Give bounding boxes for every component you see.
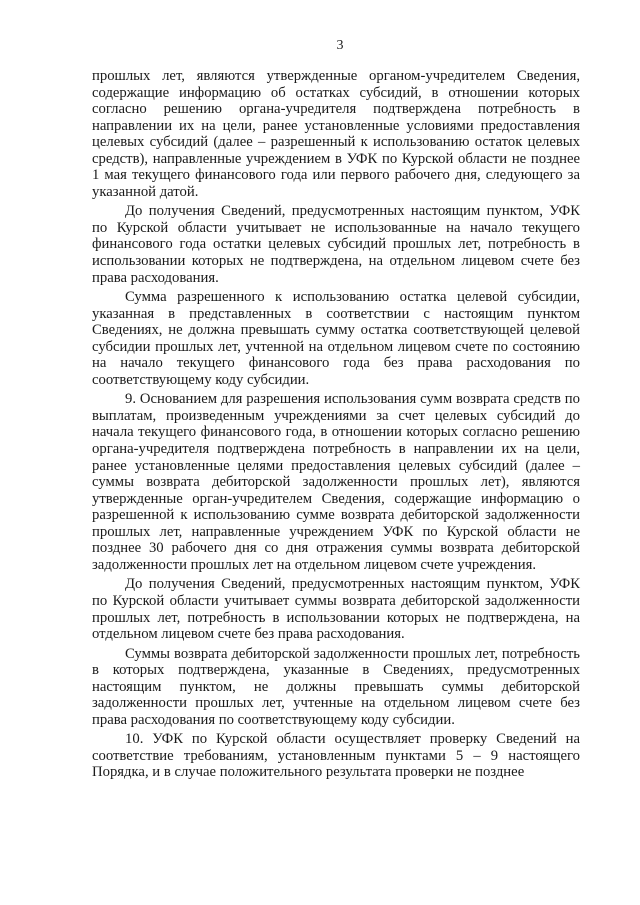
paragraph: Суммы возврата дебиторской задолженности прошлых лет, потребность в которых подтверждена, указанные в Сведениях, предусмотренных настоящим пунктом, не должны превышать суммы дебиторской задолженности прошлых лет, учтенные на отдельном лицевом счете без права расходования по соответствующему коду субсидии. (92, 645, 580, 728)
paragraph: До получения Сведений, предусмотренных настоящим пунктом, УФК по Курской области учитывает суммы возврата дебиторской задолженности прошлых лет, потребность в использовании которых не подтверждена, на отдельном лицевом счете без права расходования. (92, 576, 580, 643)
paragraph-item-9: 9. Основанием для разрешения использования сумм возврата средств по выплатам, произведенным учреждениями за счет целевых субсидий до начала текущего финансового года, в отношении которых согласно решению органа-учредителя подтверждена потребность в направлении их на цели, ранее установленные целями предоставления целевых субсидий (далее – суммы возврата дебиторской задолженности прошлых лет), являются утвержденные орган-учредителем Сведения, содержащие информацию о разрешенной к использованию сумме возврата дебиторской задолженности прошлых лет, направленные учреждением УФК по Курской области не позднее 30 рабочего дня со дня отражения суммы возврата дебиторской задолженности прошлых лет на отдельном лицевом счете учреждения. (92, 391, 580, 573)
document-body (92, 68, 580, 784)
page-number: 3 (336, 38, 344, 53)
paragraph-continuation: прошлых лет, являются утвержденные органом-учредителем Сведения, содержащие информацию об остатках субсидий, в отношении которых согласно решению органа-учредителя подтверждена потребность в направлении их на цели, ранее установленные условиями предоставления целевых субсидий (далее – разрешенный к использованию остаток целевых средств), направленные учреждением в УФК по Курской области не позднее 1 мая текущего финансового года или первого рабочего дня, следующего за указанной датой. (92, 68, 580, 200)
paragraph-item-10: 10. УФК по Курской области осуществляет проверку Сведений на соответствие требованиям, установленным пунктами 5 – 9 настоящего Порядка, и в случае положительного результата проверки не позднее (92, 731, 580, 781)
paragraph: Сумма разрешенного к использованию остатка целевой субсидии, указанная в представленных в соответствии с настоящим пунктом Сведениях, не должна превышать сумму остатка соответствующей целевой субсидии прошлых лет, учтенной на отдельном лицевом счете по состоянию на начало текущего финансового года без права расходования по соответствующему коду субсидии. (92, 289, 580, 388)
paragraph: До получения Сведений, предусмотренных настоящим пунктом, УФК по Курской области учитывает не использованные на начало текущего финансового года остатки целевых субсидий прошлых лет, потребность в использовании которых не подтверждена, на отдельном лицевом счете без права расходования. (92, 203, 580, 286)
